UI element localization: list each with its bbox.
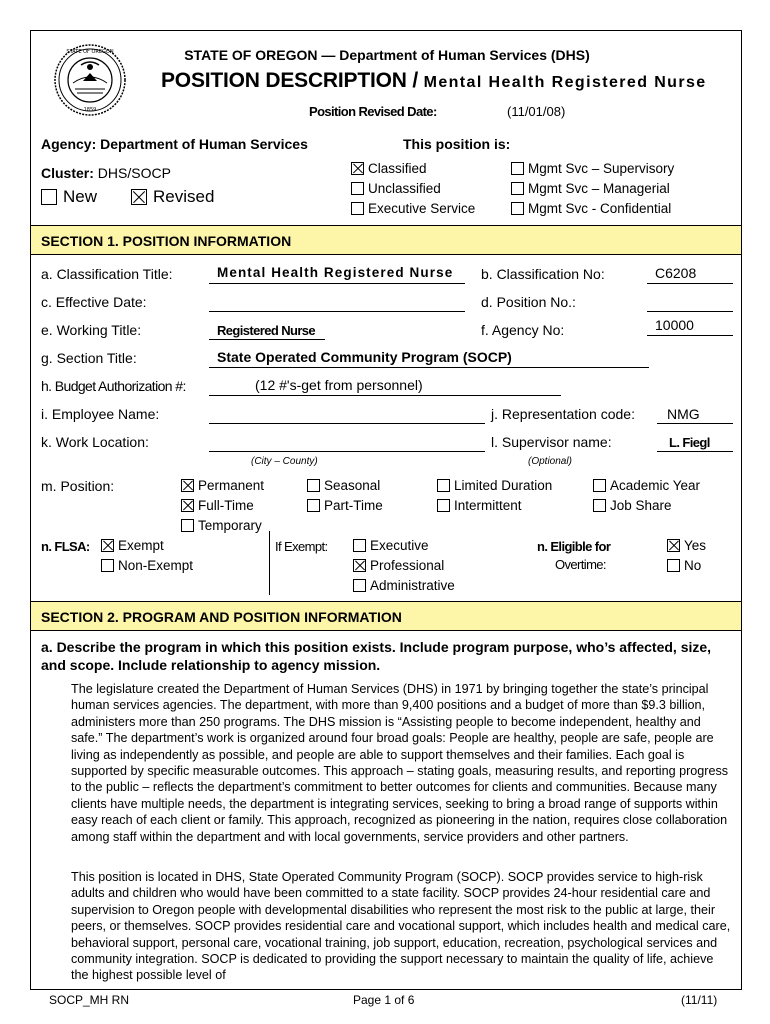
cluster-value: DHS/SOCP: [97, 165, 171, 181]
mgmt-managerial-checkbox[interactable]: Mgmt Svc – Managerial: [511, 181, 670, 196]
position-no-label: d. Position No.:: [481, 294, 576, 310]
if-exempt-label: If Exempt:: [275, 539, 328, 554]
position-no-field[interactable]: [647, 311, 733, 312]
new-checkbox-box[interactable]: [41, 189, 57, 205]
seal-year: 1859: [83, 107, 97, 113]
section1-header: SECTION 1. POSITION INFORMATION: [31, 225, 741, 255]
full-time-checkbox[interactable]: Full-Time: [181, 498, 254, 513]
revised-date-label: Position Revised Date:: [309, 104, 437, 119]
agency-label: Agency: Department of Human Services: [41, 136, 308, 152]
section-title-value[interactable]: State Operated Community Program (SOCP): [217, 349, 512, 365]
executive-checkbox[interactable]: Executive: [353, 538, 429, 553]
effective-date-label: c. Effective Date:: [41, 294, 147, 310]
footer-page-number: Page 1 of 6: [353, 993, 415, 1007]
budget-authorization-value[interactable]: (12 #'s-get from personnel): [255, 377, 423, 393]
eligible-overtime-label-2: Overtime:: [555, 557, 606, 572]
position-is-label: This position is:: [403, 136, 511, 152]
working-title-label: e. Working Title:: [41, 322, 142, 338]
title-position: Mental Health Registered Nurse: [423, 74, 707, 91]
eligible-overtime-label-1: n. Eligible for: [537, 539, 611, 554]
employee-name-field[interactable]: [209, 423, 485, 424]
revised-checkbox[interactable]: Revised: [131, 187, 214, 207]
footer-doc-id: SOCP_MH RN: [49, 993, 130, 1007]
agency-no-value[interactable]: 10000: [655, 317, 694, 333]
intermittent-checkbox[interactable]: Intermittent: [437, 498, 522, 513]
mgmt-confidential-checkbox[interactable]: Mgmt Svc - Confidential: [511, 201, 671, 216]
supervisor-name-value[interactable]: L. Fiegl: [669, 435, 710, 450]
job-share-checkbox[interactable]: Job Share: [593, 498, 672, 513]
flsa-label: n. FLSA:: [41, 539, 90, 554]
overtime-no-checkbox[interactable]: No: [667, 558, 701, 573]
representation-code-label: j. Representation code:: [491, 406, 635, 422]
non-exempt-checkbox[interactable]: Non-Exempt: [101, 558, 193, 573]
employee-name-label: i. Employee Name:: [41, 406, 160, 422]
unclassified-checkbox[interactable]: Unclassified: [351, 181, 441, 196]
classification-title-label: a. Classification Title:: [41, 266, 173, 282]
position-description-form: [30, 30, 742, 1007]
agency-no-label: f. Agency No:: [481, 322, 565, 338]
work-location-field[interactable]: [209, 451, 485, 452]
temporary-checkbox[interactable]: Temporary: [181, 518, 262, 533]
representation-code-value[interactable]: NMG: [667, 406, 700, 422]
classification-no-value[interactable]: C6208: [655, 265, 697, 281]
effective-date-field[interactable]: [209, 311, 465, 312]
cluster-row: Cluster: DHS/SOCP: [41, 165, 171, 181]
footer-revision: (11/11): [681, 993, 718, 1007]
section2-header: SECTION 2. PROGRAM AND POSITION INFORMATION: [31, 601, 741, 631]
classification-title-value[interactable]: Mental Health Registered Nurse: [217, 265, 454, 280]
professional-checkbox[interactable]: Professional: [353, 558, 444, 573]
budget-authorization-label: h. Budget Authorization #:: [41, 378, 186, 394]
overtime-yes-checkbox[interactable]: Yes: [667, 538, 706, 553]
academic-year-checkbox[interactable]: Academic Year: [593, 478, 700, 493]
question-a: a. Describe the program in which this position exists. Include program purpose, who’s affected, size, and scope. Include relationship to agency mission.: [41, 639, 712, 673]
exempt-checkbox[interactable]: Exempt: [101, 538, 164, 553]
revised-date-value: (11/01/08): [507, 104, 566, 119]
program-description-paragraph-1: The legislature created the Department of Human Services (DHS) in 1971 by bringing together the state’s principal human services agencies. The department, with more than 9,400 positions and a budget of more than $9.3 billion, administers more than 250 programs. The DHS mission is “Assisting people to become independent, healthy and safe.” The department’s work is organized around four broad goals: People are healthy, people are safe, people are living as independently as possible, and people are able to support themselves and their families. Each goal is supported by specific measurable outcomes. This approach – stating goals, measuring results, and reporting progress to the public – reflects the department’s commitment to better outcomes for clients and communities. Because many clients have multiple needs, the department is integrating services, seeking to bring a broad range of supports within easy reach of each client or family. This approach, recognized as pioneering in the nation, requires close collaboration among staff within the department and with local governments, service providers and other partners.: [71, 682, 729, 844]
classification-no-label: b. Classification No:: [481, 266, 605, 282]
part-time-checkbox[interactable]: Part-Time: [307, 498, 383, 513]
revised-checkbox-box[interactable]: [131, 189, 147, 205]
program-description-paragraph-2: This position is located in DHS, State Operated Community Program (SOCP). SOCP provides service to high-risk adults and children who would have been committed to a state facility. SOCP provides 24-hour residential care and supervision to Oregon people with developmental disabilities who represent the most risk to the public at large, their peers, or themselves. SOCP provides residential care and vocational support, which includes health and medical care, behavioral support, personal care, vocational training, job support, education, recreation, psychological services and community integration. SOCP is dedicated to providing the support necessary to maintain the quality of life, achieve the highest possible level of: [71, 870, 731, 983]
new-checkbox[interactable]: New: [41, 187, 97, 207]
administrative-checkbox[interactable]: Administrative: [353, 578, 455, 593]
supervisor-hint: (Optional): [528, 456, 572, 467]
section-title-label: g. Section Title:: [41, 350, 137, 366]
flsa-divider: [269, 531, 270, 595]
header-agency-line: STATE OF OREGON — Department of Human Services (DHS): [184, 47, 590, 63]
executive-service-checkbox[interactable]: Executive Service: [351, 201, 475, 216]
permanent-checkbox[interactable]: Permanent: [181, 478, 264, 493]
supervisor-name-label: l. Supervisor name:: [491, 434, 612, 450]
page-title: [161, 69, 707, 93]
work-location-label: k. Work Location:: [41, 434, 149, 450]
work-location-hint: (City – County): [251, 456, 318, 467]
working-title-value[interactable]: Registered Nurse: [217, 323, 316, 338]
position-label: m. Position:: [41, 478, 115, 494]
seasonal-checkbox[interactable]: Seasonal: [307, 478, 380, 493]
limited-duration-checkbox[interactable]: Limited Duration: [437, 478, 552, 493]
seal-top-text: STATE OF OREGON: [66, 49, 114, 55]
title-main: POSITION DESCRIPTION /: [161, 69, 424, 92]
classified-checkbox[interactable]: Classified: [351, 161, 427, 176]
mgmt-supervisory-checkbox[interactable]: Mgmt Svc – Supervisory: [511, 161, 674, 176]
agency-value: Department of Human Services: [100, 136, 308, 152]
